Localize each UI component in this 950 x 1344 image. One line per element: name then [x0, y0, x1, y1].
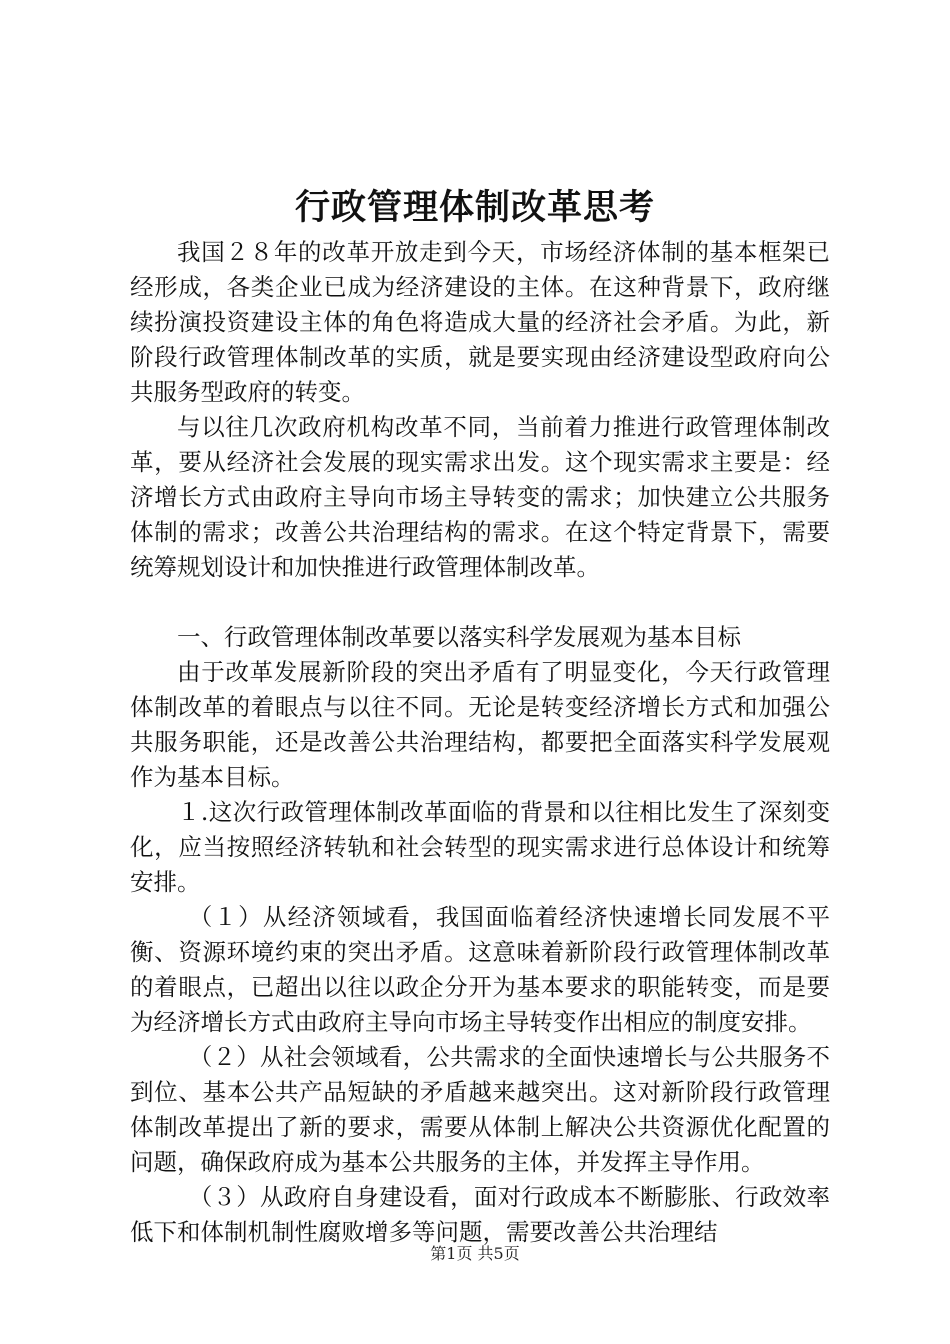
document-body: [130, 235, 830, 1250]
paragraph-item-3: （３）从政府自身建设看，面对行政成本不断膨胀、行政效率低下和体制机制性腐败增多等问题，需要改善公共治理结: [130, 1183, 830, 1246]
page-number-footer: 第1页 共5页: [430, 1244, 520, 1263]
paragraph-background: 与以往几次政府机构改革不同，当前着力推进行政管理体制改革，要从经济社会发展的现实需求出发。这个现实需求主要是：经济增长方式由政府主导向市场主导转变的需求；加快建立公共服务体制的需求；改善公共治理结构的需求。在这个特定背景下，需要统筹规划设计和加快推进行政管理体制改革。: [130, 413, 830, 581]
paragraph-item-1: （１）从经济领域看，我国面临着经济快速增长同发展不平衡、资源环境约束的突出矛盾。这意味着新阶段行政管理体制改革的着眼点，已超出以往以政企分开为基本要求的职能转变，而是要为经济增长方式由政府主导向市场主导转变作出相应的制度安排。: [130, 903, 830, 1036]
paragraph-section-1: 由于改革发展新阶段的突出矛盾有了明显变化，今天行政管理体制改革的着眼点与以往不同。无论是转变经济增长方式和加强公共服务职能，还是改善公共治理结构，都要把全面落实科学发展观作为基本目标。: [130, 658, 830, 791]
paragraph-item-2: （２）从社会领域看，公共需求的全面快速增长与公共服务不到位、基本公共产品短缺的矛盾越来越突出。这对新阶段行政管理体制改革提出了新的要求，需要从体制上解决公共资源优化配置的问题，确保政府成为基本公共服务的主体，并发挥主导作用。: [130, 1043, 830, 1176]
paragraph-intro: 我国２８年的改革开放走到今天，市场经济体制的基本框架已经形成，各类企业已成为经济建设的主体。在这种背景下，政府继续扮演投资建设主体的角色将造成大量的经济社会矛盾。为此，新阶段行政管理体制改革的实质，就是要实现由经济建设型政府向公共服务型政府的转变。: [130, 238, 830, 406]
section-heading-1: 一、行政管理体制改革要以落实科学发展观为基本目标: [177, 623, 741, 651]
paragraph-point-1: １.这次行政管理体制改革面临的背景和以往相比发生了深刻变化，应当按照经济转轨和社会转型的现实需求进行总体设计和统筹安排。: [130, 798, 830, 896]
document-title: 行政管理体制改革思考: [294, 187, 655, 228]
